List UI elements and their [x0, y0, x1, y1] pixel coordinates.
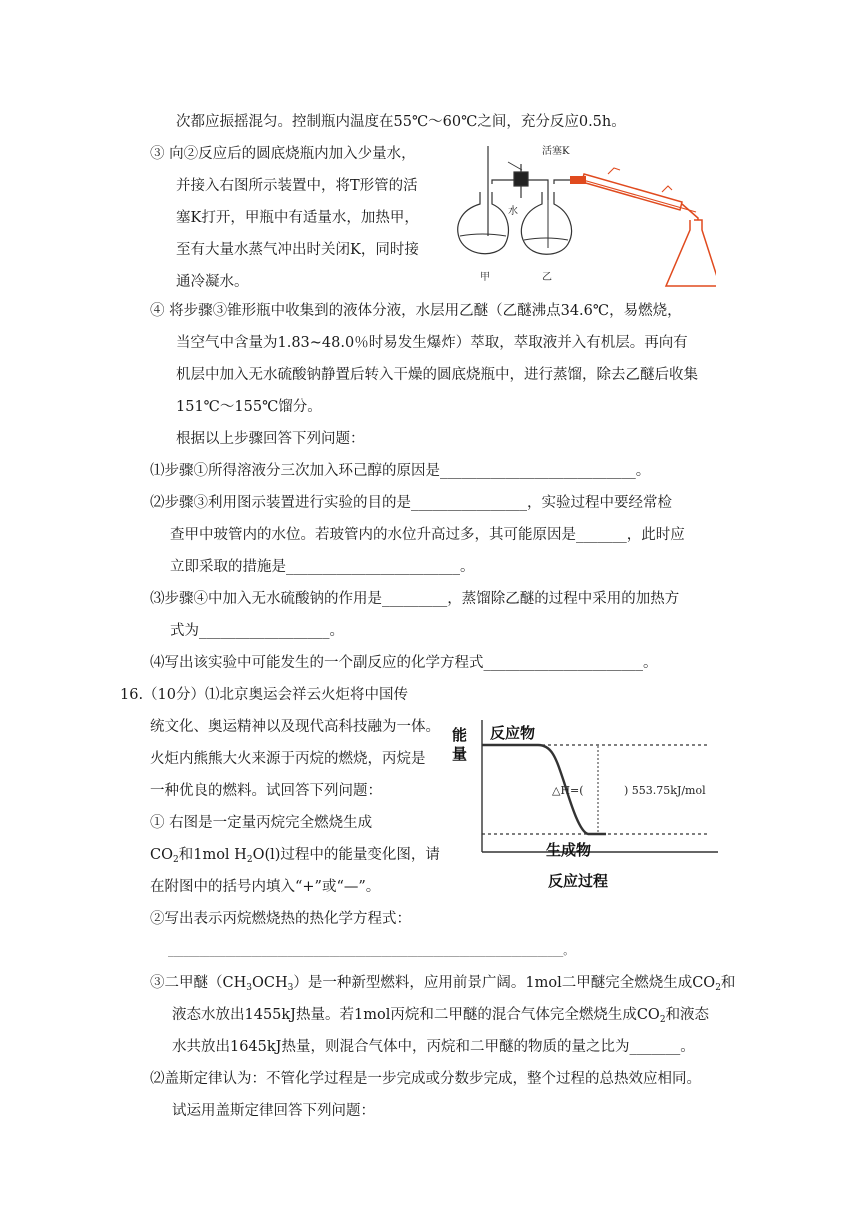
step-3-line: ③ 向②反应后的圆底烧瓶内加入少量水， — [150, 146, 416, 162]
text-line: ②写出表示丙烷燃烧热的热化学方程式： — [150, 911, 411, 927]
text-line: 根据以上步骤回答下列问题： — [176, 431, 365, 447]
energy-diagram — [446, 712, 726, 892]
question-2: ⑵步骤③利用图示装置进行实验的目的是________________，实验过程中要经常检 — [150, 495, 672, 511]
valve-k — [514, 172, 528, 186]
text-line: 机层中加入无水硫酸钠静置后转入干燥的圆底烧瓶中，进行蒸馏，除去乙醚后收集 — [176, 367, 698, 383]
text-line: 立即采取的措施是________________________。 — [170, 559, 475, 575]
question-16-heading: 16.（10分）⑴北京奥运会祥云火炬将中国传 — [120, 687, 409, 703]
text-line: 式为__________________。 — [170, 623, 344, 639]
question-1: ⑴步骤①所得溶液分三次加入环己醇的原因是___________________________。 — [150, 463, 651, 479]
flask-jia — [458, 192, 509, 254]
text-line: 试运用盖斯定律回答下列问题： — [172, 1103, 375, 1119]
text-line: 次都应振摇混匀。控制瓶内温度在55℃～60℃之间，充分反应0.5h。 — [176, 114, 626, 130]
valve-label: 活塞K — [542, 146, 570, 157]
delta-h-prefix: △H=( — [552, 784, 584, 797]
flask-jia-label: 甲 — [480, 272, 490, 283]
question-3: ⑶步骤④中加入无水硫酸钠的作用是_________，蒸馏除乙醚的过程中采用的加热方 — [150, 591, 680, 607]
text-line: 151℃～155℃馏分。 — [176, 399, 322, 415]
y-axis-label: 能 — [452, 726, 468, 744]
text-line: 当空气中含量为1.83~48.0％时易发生爆炸）萃取，萃取液并入有机层。再向有 — [176, 335, 688, 351]
x-axis-label: 反应过程 — [548, 872, 609, 890]
text-line: 通冷凝水。 — [176, 274, 249, 290]
text-line: 塞K打开，甲瓶中有适量水，加热甲， — [176, 210, 419, 226]
conical-flask — [666, 220, 716, 286]
text-line: 统文化、奥运精神以及现代高科技融为一体。 — [150, 719, 440, 735]
product-label: 生成物 — [546, 841, 592, 859]
step-4-line: ④ 将步骤③锥形瓶中收集到的液体分液，水层用乙醚（乙醚沸点34.6℃，易燃烧， — [150, 303, 682, 319]
delta-h-value: ) 553.75kJ/mol — [624, 784, 706, 797]
water-label: 水 — [508, 206, 518, 217]
condenser — [582, 174, 682, 210]
text-line: 火炬内熊熊大火来源于丙烷的燃烧，丙烷是 — [150, 751, 426, 767]
flask-yi-label: 乙 — [542, 272, 552, 283]
text-line: ⑵盖斯定律认为：不管化学过程是一步完成或分数步完成，整个过程的总热效应相同。 — [150, 1071, 701, 1087]
y-axis-label: 量 — [452, 745, 468, 763]
text-line: 查甲中玻管内的水位。若玻管内的水位升高过多，其可能原因是_______，此时应 — [170, 527, 685, 543]
answer-blank-line: ____________________________________________________________________________。 — [168, 945, 574, 957]
energy-curve — [482, 745, 606, 834]
text-line: 并接入右图所示装置中，将T形管的活 — [176, 178, 418, 194]
text-line: 在附图中的括号内填入“+”或“—”。 — [150, 879, 381, 895]
text-line: 液态水放出1455kJ热量。若1mol丙烷和二甲醚的混合气体完全燃烧生成$CO_2$和液态 — [172, 1007, 710, 1025]
text-line: ③二甲醚$(CH_3OCH_3)$是一种新型燃料，应用前景广阔。1mol二甲醚完全燃烧生成$CO_2$和 — [150, 975, 736, 993]
text-line: ① 右图是一定量丙烷完全燃烧生成 — [150, 815, 373, 831]
text-line: 水共放出1645kJ热量，则混合气体中，丙烷和二甲醚的物质的量之比为_______。 — [172, 1039, 695, 1055]
text-line: $CO_2$和1mol $H_2O(l)$过程中的能量变化图，请 — [150, 847, 440, 865]
reactant-label: 反应物 — [490, 724, 536, 742]
flask-yi — [521, 192, 571, 254]
question-4: ⑷写出该实验中可能发生的一个副反应的化学方程式______________________。 — [150, 655, 658, 671]
text-line: 至有大量水蒸气冲出时关闭K，同时接 — [176, 242, 419, 258]
text-line: 一种优良的燃料。试回答下列问题： — [150, 783, 382, 799]
steam-distillation-apparatus — [436, 140, 716, 288]
